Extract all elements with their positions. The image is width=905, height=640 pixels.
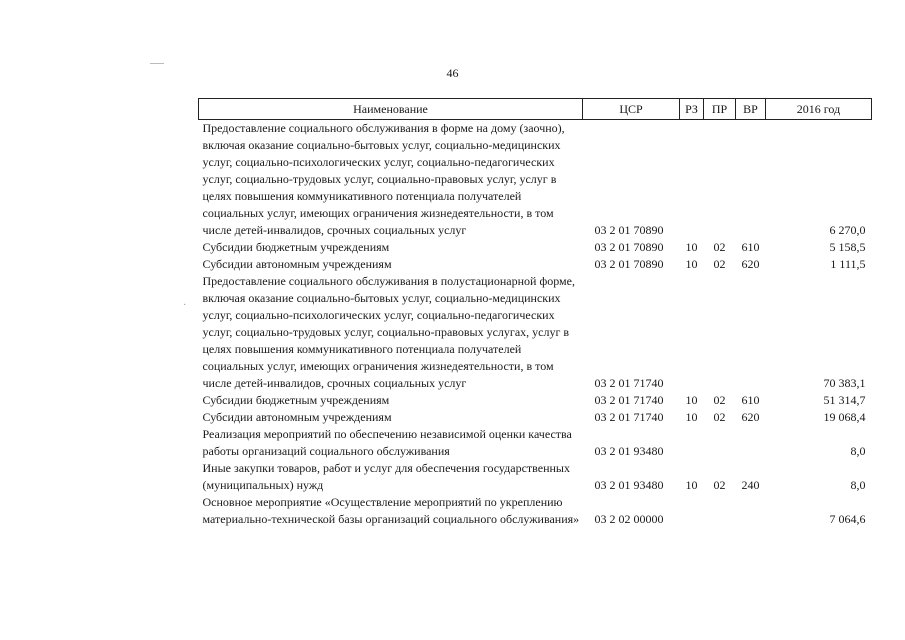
row-rz: 10 [685, 478, 698, 492]
row-csr: 03 2 01 70890 [594, 223, 664, 237]
row-vr [736, 494, 766, 528]
row-rz [680, 494, 704, 528]
row-pr: 02 [713, 240, 726, 254]
row-csr: 03 2 01 93480 [594, 478, 664, 492]
row-name: Основное мероприятие «Осуществление мероприятий по укреплению материально-технической базы организаций социального обслуживания» [202, 495, 580, 526]
table-row [199, 409, 872, 426]
row-name: Иные закупки товаров, работ и услуг для обеспечения государственных (муниципальных) нужд [202, 461, 570, 492]
row-vr [736, 273, 766, 392]
row-name: Субсидии бюджетным учреждениям [202, 240, 390, 254]
row-name: Субсидии автономным учреждениям [202, 410, 392, 424]
row-rz: 10 [685, 410, 698, 424]
row-rz [680, 426, 704, 460]
row-csr: 03 2 01 71740 [594, 410, 664, 424]
row-amount: 19 068,4 [823, 410, 866, 424]
page-number: 46 [446, 66, 459, 80]
row-vr: 610 [741, 393, 760, 407]
row-pr [704, 426, 736, 460]
row-vr: 610 [741, 240, 760, 254]
row-amount: 5 158,5 [829, 240, 866, 254]
table-row [199, 460, 872, 494]
table-row [199, 239, 872, 256]
row-csr: 03 2 02 00000 [594, 512, 664, 526]
scan-mark: · [183, 300, 187, 311]
row-csr: 03 2 01 93480 [594, 444, 664, 458]
row-name: Реализация мероприятий по обеспечению независимой оценки качества работы организаций социального обслуживания [202, 427, 572, 458]
table-row [199, 120, 872, 240]
header-year: 2016 год [766, 99, 872, 120]
row-pr: 02 [713, 478, 726, 492]
row-vr: 620 [741, 410, 760, 424]
header-csr: ЦСР [583, 99, 680, 120]
table-row [199, 426, 872, 460]
row-vr: 240 [741, 478, 760, 492]
table-row [199, 256, 872, 273]
scan-mark [150, 63, 164, 64]
row-name: Предоставление социального обслуживания в полустационарной форме, включая оказание социально-бытовых услуг, социально-медицинских услуг, социально-психологических услуг, социально-педагогических услуг, социально-трудовых услуг, социально-правовых услугах, услуг в целях повышения коммуникативного потенциала получателей социальных услуг, имеющих ограничения жизнедеятельности, в том числе детей-инвалидов, срочных социальных услуг [202, 274, 575, 390]
row-pr: 02 [713, 410, 726, 424]
row-pr [704, 120, 736, 240]
row-rz: 10 [685, 257, 698, 271]
row-csr: 03 2 01 71740 [594, 376, 664, 390]
header-rz: РЗ [680, 99, 704, 120]
row-pr [704, 273, 736, 392]
row-amount: 8,0 [850, 444, 866, 458]
row-pr: 02 [713, 393, 726, 407]
row-vr [736, 426, 766, 460]
row-amount: 7 064,6 [829, 512, 866, 526]
header-pr: ПР [704, 99, 736, 120]
row-vr [736, 120, 766, 240]
row-name: Предоставление социального обслуживания в форме на дому (заочно), включая оказание социально-бытовых услуг, социально-медицинских услуг, социально-психологических услуг, социально-педагогических услуг, социально-трудовых услуг, социально-правовых услуг, услуг в целях повышения коммуникативного потенциала получателей социальных услуг, имеющих ограничения жизнедеятельности, в том числе детей-инвалидов, срочных социальных услуг [202, 121, 565, 237]
row-pr [704, 494, 736, 528]
row-csr: 03 2 01 71740 [594, 393, 664, 407]
row-vr: 620 [741, 257, 760, 271]
row-amount: 1 111,5 [830, 257, 866, 271]
row-name: Субсидии бюджетным учреждениям [202, 393, 390, 407]
table-row [199, 494, 872, 528]
row-pr: 02 [713, 257, 726, 271]
row-amount: 70 383,1 [823, 376, 866, 390]
header-name: Наименование [199, 99, 583, 120]
table-row [199, 392, 872, 409]
row-rz: 10 [685, 240, 698, 254]
row-csr: 03 2 01 70890 [594, 240, 664, 254]
table-row [199, 273, 872, 392]
row-rz: 10 [685, 393, 698, 407]
row-amount: 8,0 [850, 478, 866, 492]
budget-table [198, 98, 872, 528]
row-name: Субсидии автономным учреждениям [202, 257, 392, 271]
header-vr: ВР [736, 99, 766, 120]
row-rz [680, 120, 704, 240]
row-amount: 51 314,7 [823, 393, 866, 407]
row-amount: 6 270,0 [829, 223, 866, 237]
row-rz [680, 273, 704, 392]
table-header-row [199, 99, 872, 120]
row-csr: 03 2 01 70890 [594, 257, 664, 271]
